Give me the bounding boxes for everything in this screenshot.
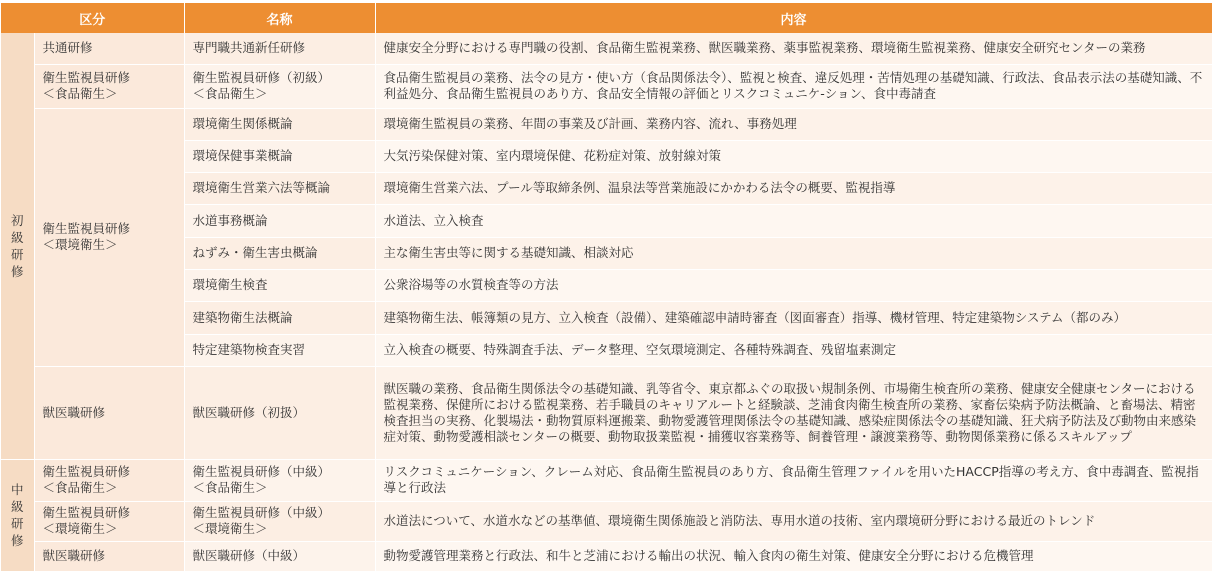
content-cell: 建築物衛生法、帳簿類の見方、立入検査（設備）、建築確認申請時審査（図面審査）指導、機材管理、特定建築物システム（都のみ）: [375, 301, 1212, 334]
content-cell: 水道法、立入検査: [375, 204, 1212, 237]
name-cell: 環境保健事業概論: [184, 140, 375, 172]
training-table: [1, 3, 1213, 572]
header-name: 名称: [184, 3, 375, 33]
header-content: 内容: [375, 3, 1212, 33]
content-cell: 環境衛生営業六法、プール等取締条例、温泉法等営業施設にかかわる法令の概要、監視指導: [375, 172, 1212, 204]
name-cell: 専門職共通新任研修: [184, 33, 375, 64]
category-cell: 衛生監視員研修 ＜環境衛生＞: [34, 108, 184, 366]
name-cell: 環境衛生検査: [184, 269, 375, 301]
category-cell: 共通研修: [34, 33, 184, 64]
name-cell: ねずみ・衛生害虫概論: [184, 237, 375, 269]
category-cell: 衛生監視員研修 ＜食品衛生＞: [34, 64, 184, 108]
name-cell: 水道事務概論: [184, 204, 375, 237]
category-cell: 獣医職研修: [34, 541, 184, 571]
group-beginner: 初級研修: [1, 33, 34, 459]
name-cell: 環境衛生営業六法等概論: [184, 172, 375, 204]
content-cell: 大気汚染保健対策、室内環境保健、花粉症対策、放射線対策: [375, 140, 1212, 172]
content-cell: 動物愛護管理業務と行政法、和牛と芝浦における輸出の状況、輸入食肉の衛生対策、健康安全分野における危機管理: [375, 541, 1212, 571]
table-row: [1, 541, 1212, 571]
content-cell: 主な衛生害虫等に関する基礎知識、相談対応: [375, 237, 1212, 269]
name-cell: 衛生監視員研修（中級） ＜食品衛生＞: [184, 459, 375, 501]
content-cell: 食品衛生監視員の業務、法令の見方・使い方（食品関係法令）、監視と検査、違反処理・苦情処理の基礎知識、行政法、食品表示法の基礎知識、不利益処分、食品衛生監視員のあり方、食品安全情報の評価とリスクコミュニケ-ション、食中毒請査: [375, 64, 1212, 108]
header-category: 区分: [1, 3, 184, 33]
category-cell: 衛生監視員研修 ＜環境衛生＞: [34, 501, 184, 541]
content-cell: リスクコミュニケーション、クレーム対応、食品衛生監視員のあり方、食品衛生管理ファイルを用いたHACCP指導の考え方、食中毒調査、監視指導と行政法: [375, 459, 1212, 501]
content-cell: 水道法について、水道水などの基準値、環境衛生関係施設と消防法、専用水道の技術、室内環境研分野における最近のトレンド: [375, 501, 1212, 541]
page: [0, 3, 1213, 588]
content-cell: 健康安全分野における専門職の役割、食品衛生監視業務、獣医職業務、薬事監視業務、環境衛生監視業務、健康安全研究センターの業務: [375, 33, 1212, 64]
content-cell: 環境衛生監視員の業務、年間の事業及び計画、業務内容、流れ、事務処理: [375, 108, 1212, 140]
name-cell: 環境衛生関係概論: [184, 108, 375, 140]
name-cell: 衛生監視員研修（中級） ＜環境衛生＞: [184, 501, 375, 541]
content-cell: 獣医職の業務、食品衛生関係法令の基礎知識、乳等省令、東京都ふぐの取扱い規制条例、市場衛生検査所の業務、健康安全健康センターにおける監視業務、保健所における監視業務、若手職員のキャリアルートと経験談、芝浦食肉衛生検査所の業務、家畜伝染病予防法概論、と畜場法、精密検査担当の実務、化製場法・動物質原料運搬業、動物愛護管理関係法令の基礎知識、感染症関係法令の基礎知識、狂犬病予防法及び動物由来感染症対策、動物愛護相談センターの概要、動物取扱業監視・捕獲収容業務等、飼養管理・譲渡業務等、動物関係業務に係るスキルアップ: [375, 366, 1212, 459]
name-cell: 建築物衛生法概論: [184, 301, 375, 334]
content-cell: 立入検査の概要、特殊調査手法、データ整理、空気環境測定、各種特殊調査、残留塩素測定: [375, 334, 1212, 366]
name-cell: 特定建築物検査実習: [184, 334, 375, 366]
category-cell: 衛生監視員研修 ＜食品衛生＞: [34, 459, 184, 501]
group-intermediate: 中級研修: [1, 459, 34, 571]
table-row: [1, 459, 1212, 501]
table-header-row: [1, 3, 1212, 33]
name-cell: 衛生監視員研修（初級） ＜食品衛生＞: [184, 64, 375, 108]
table-row: [1, 33, 1212, 64]
category-cell: 獣医職研修: [34, 366, 184, 459]
name-cell: 獣医職研修（中級）: [184, 541, 375, 571]
table-row: [1, 366, 1212, 459]
name-cell: 獣医職研修（初扱）: [184, 366, 375, 459]
content-cell: 公衆浴場等の水質検査等の方法: [375, 269, 1212, 301]
table-row: [1, 108, 1212, 140]
table-row: [1, 501, 1212, 541]
table-row: [1, 64, 1212, 108]
